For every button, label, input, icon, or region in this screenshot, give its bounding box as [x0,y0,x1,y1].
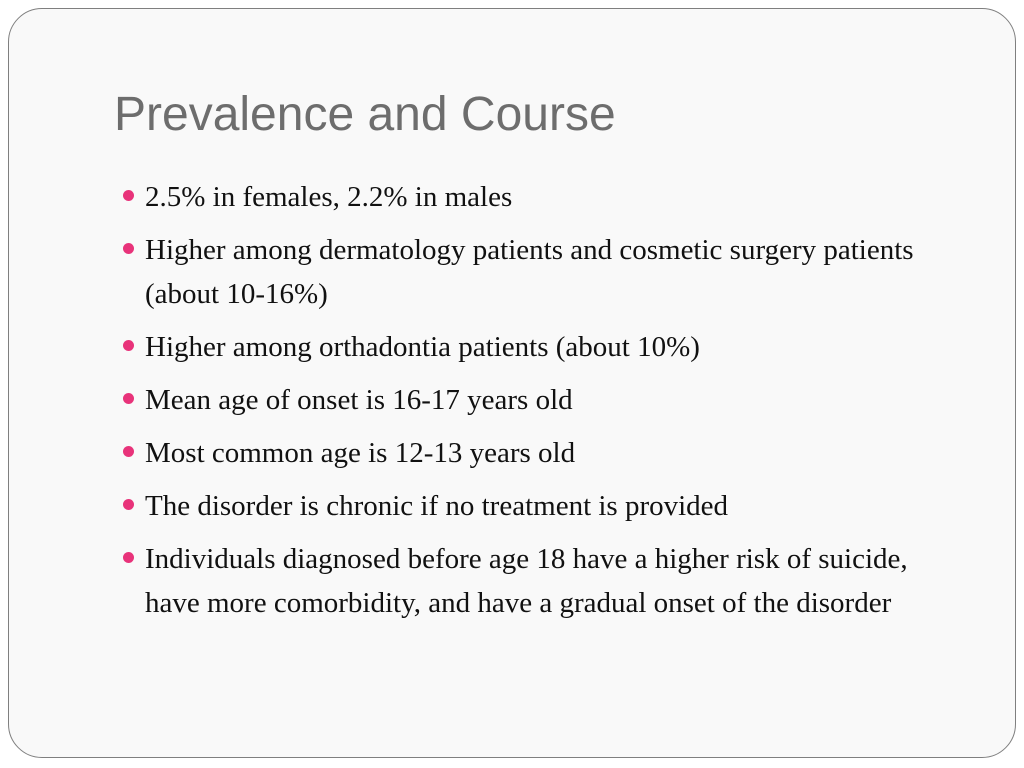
bullet-dot-icon [123,243,134,254]
slide-title: Prevalence and Course [114,88,616,141]
bullet-text: Mean age of onset is 16-17 years old [145,384,573,416]
slide [8,8,1016,758]
bullet-text: Higher among dermatology patients and cosmetic surgery patients (about 10-16%) [145,234,914,310]
bullet-dot-icon [123,552,134,563]
bullet-item [121,378,961,422]
bullet-item [121,431,961,475]
bullet-dot-icon [123,446,134,457]
bullet-list [121,175,961,634]
bullet-item [121,175,961,219]
bullet-text: Higher among orthadontia patients (about 10%) [145,331,700,363]
bullet-text: Individuals diagnosed before age 18 have a higher risk of suicide, have more comorbidity, and have a gradual onset of the disorder [145,543,908,619]
bullet-dot-icon [123,393,134,404]
bullet-dot-icon [123,499,134,510]
bullet-dot-icon [123,190,134,201]
bullet-item [121,537,961,625]
bullet-text: The disorder is chronic if no treatment is provided [145,490,729,522]
bullet-text: 2.5% in females, 2.2% in males [145,181,513,213]
bullet-item [121,484,961,528]
bullet-item [121,325,961,369]
bullet-item [121,228,961,316]
bullet-dot-icon [123,340,134,351]
bullet-text: Most common age is 12-13 years old [145,437,576,469]
